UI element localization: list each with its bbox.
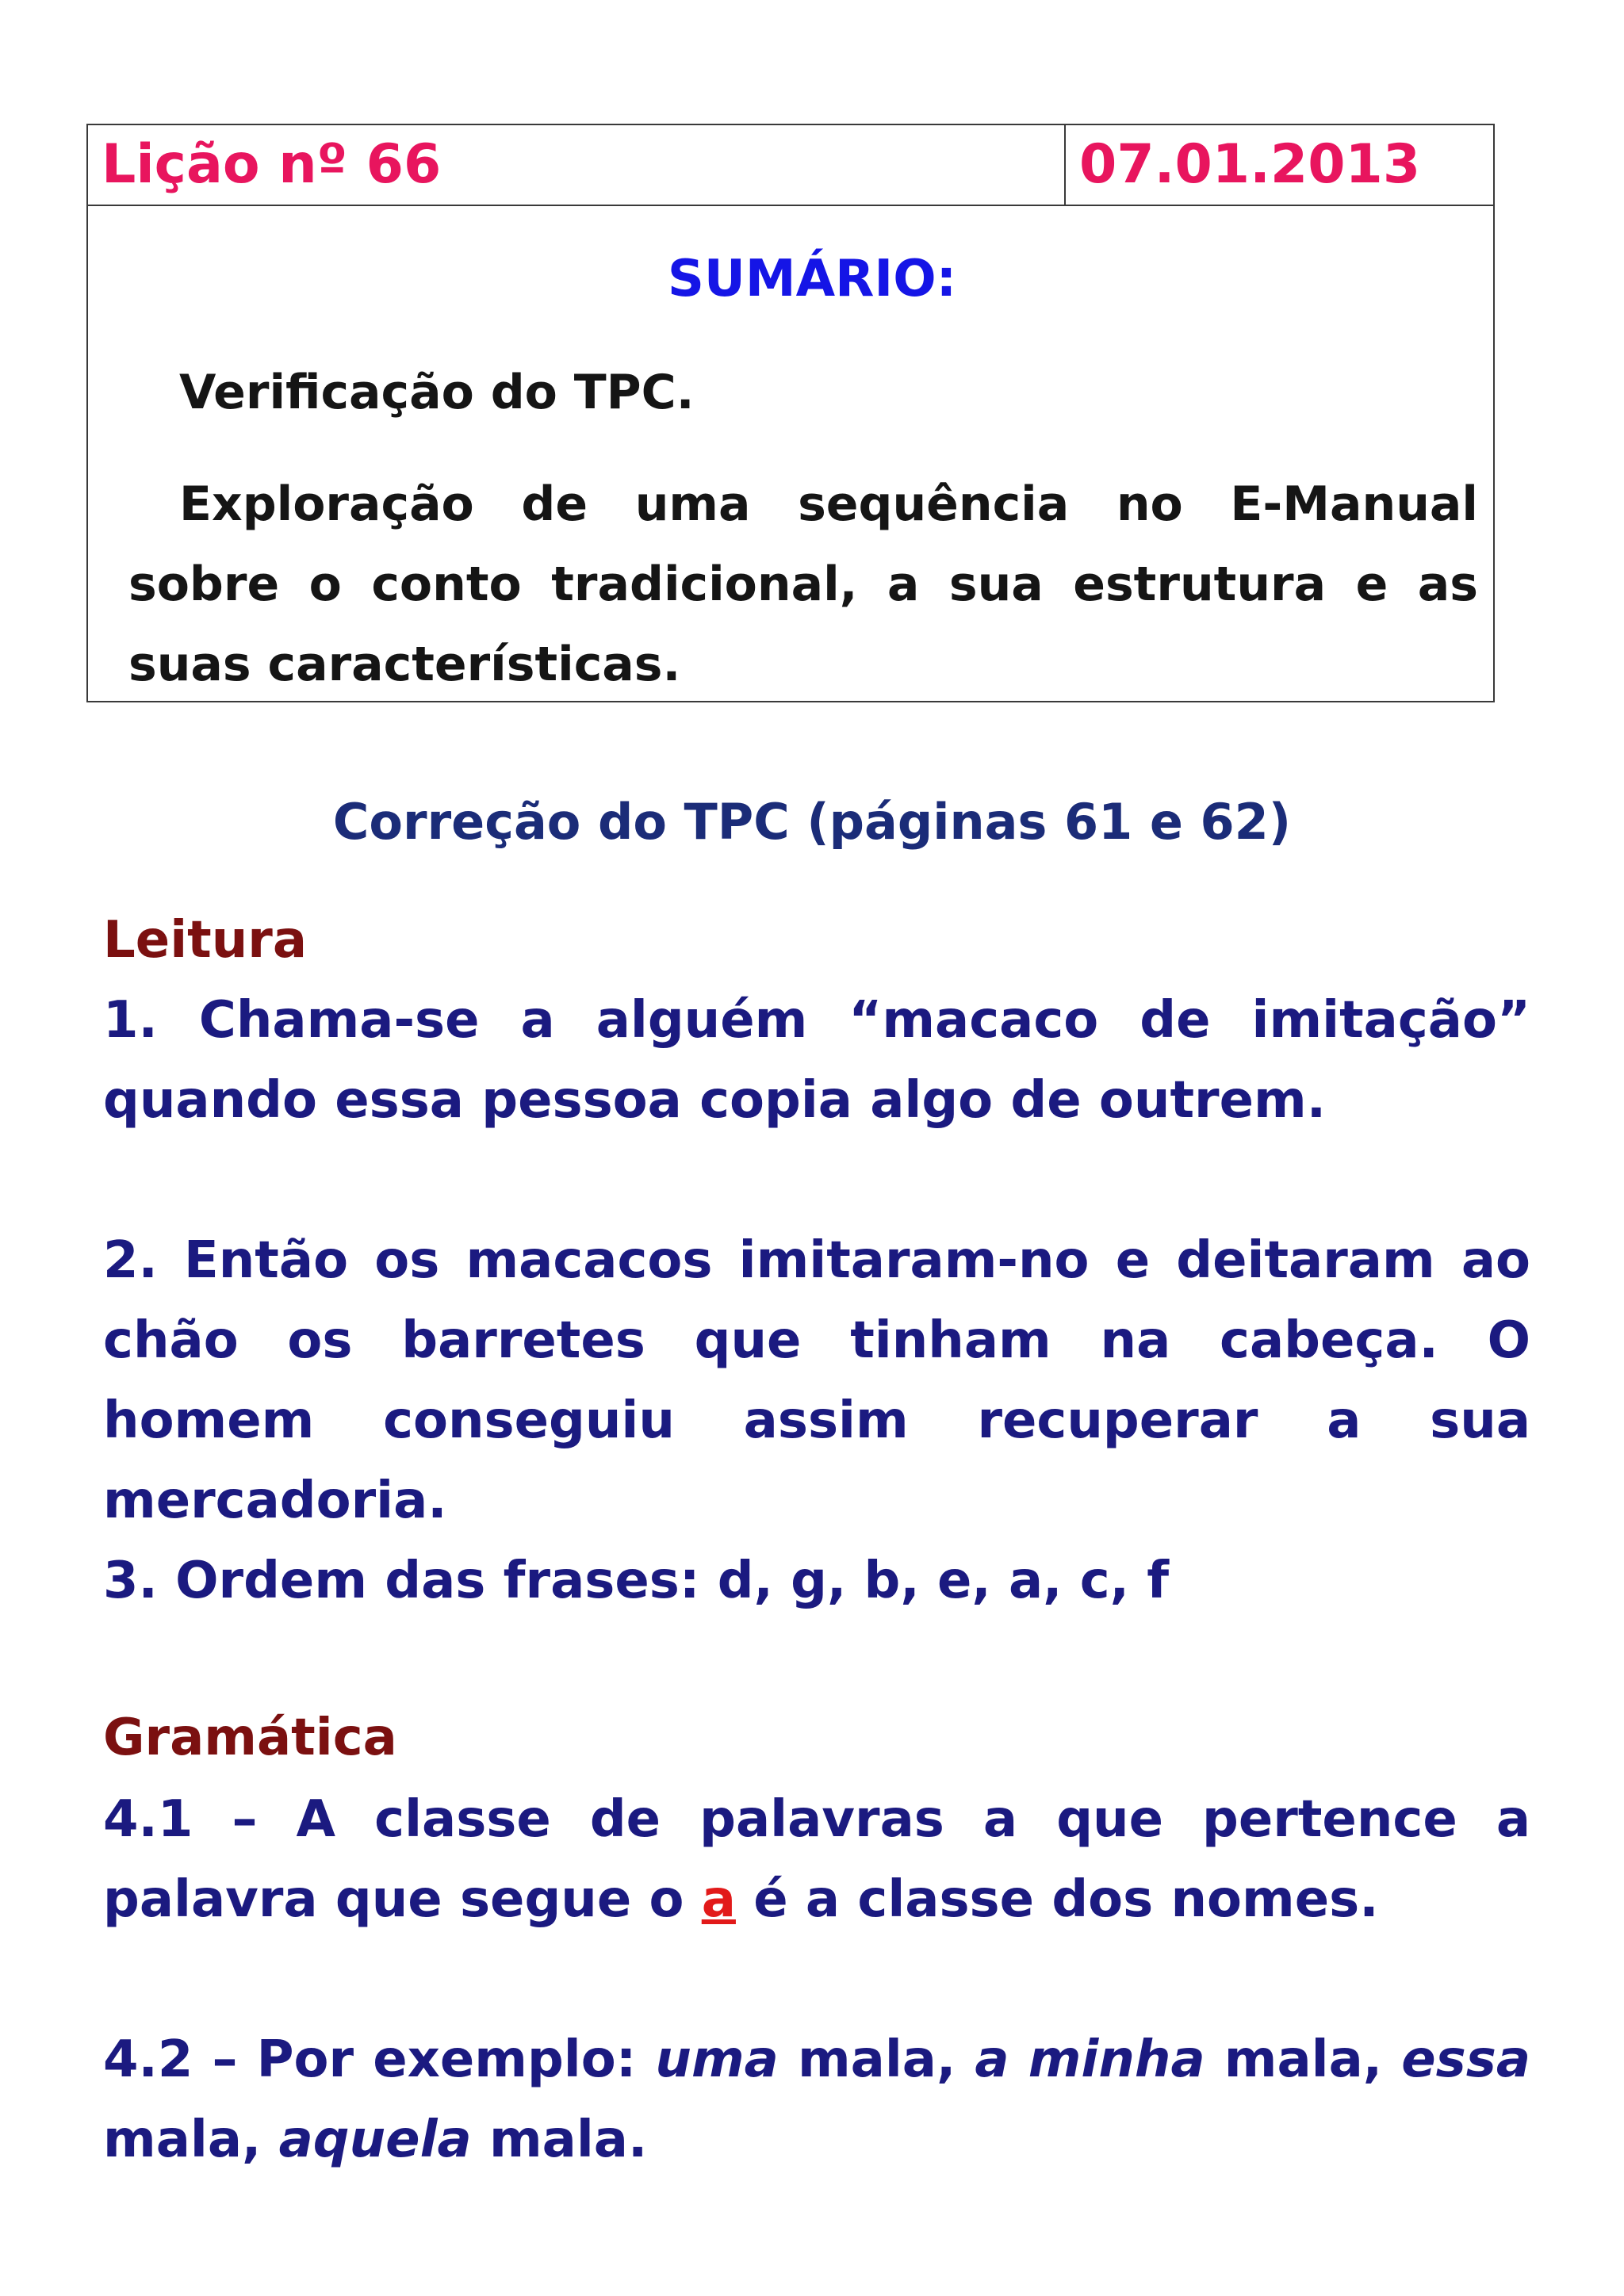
lesson-header-row [88,125,1493,206]
example-noun: mala, [103,2110,279,2169]
answer-4-2 [103,2020,1530,2180]
lesson-date: 07.01.2013 [1079,133,1421,196]
example-determiner: a minha [975,2030,1205,2089]
example-noun: mala, [1205,2030,1402,2089]
answer-3: 3. Ordem das frases: d, g, b, e, a, c, f [103,1552,1170,1610]
summary-item: Exploração de uma sequência no E-Manual sobre o conto tradicional, a sua estrutura e as suas características. [128,476,1478,692]
section-heading-gramatica: Gramática [103,1709,397,1767]
summary-item: Verificação do TPC. [179,365,695,420]
correction-title: Correção do TPC (páginas 61 e 62) [332,793,1292,851]
answer-4-1 [103,1780,1530,1940]
lesson-number: Lição nº 66 [102,133,442,196]
answer-4-1-text-end: é a classe dos nomes. [735,1870,1379,1929]
header-divider [1064,125,1066,205]
example-determiner: essa [1401,2030,1530,2089]
example-determiner: uma [655,2030,779,2089]
answer-4-1-text: 4.1 – A classe de palavras a que pertence a palavra que segue o [103,1790,1530,1929]
answer-1: 1. Chama-se a alguém “macaco de imitação” quando essa pessoa copia algo de outrem. [103,991,1530,1130]
highlighted-article: a [701,1870,736,1929]
example-noun: mala, [778,2030,975,2089]
answer-4-2-lead: 4.2 – Por exemplo: [103,2030,656,2089]
section-heading-leitura: Leitura [103,911,308,970]
example-noun: mala. [471,2110,648,2169]
example-determiner: aquela [278,2110,472,2169]
answer-2: 2. Então os macacos imitaram-no e deitaram ao chão os barretes que tinham na cabeça. O homem conseguiu assim recuperar a sua mercadoria. [103,1231,1530,1530]
summary-title: SUMÁRIO: [667,250,957,308]
